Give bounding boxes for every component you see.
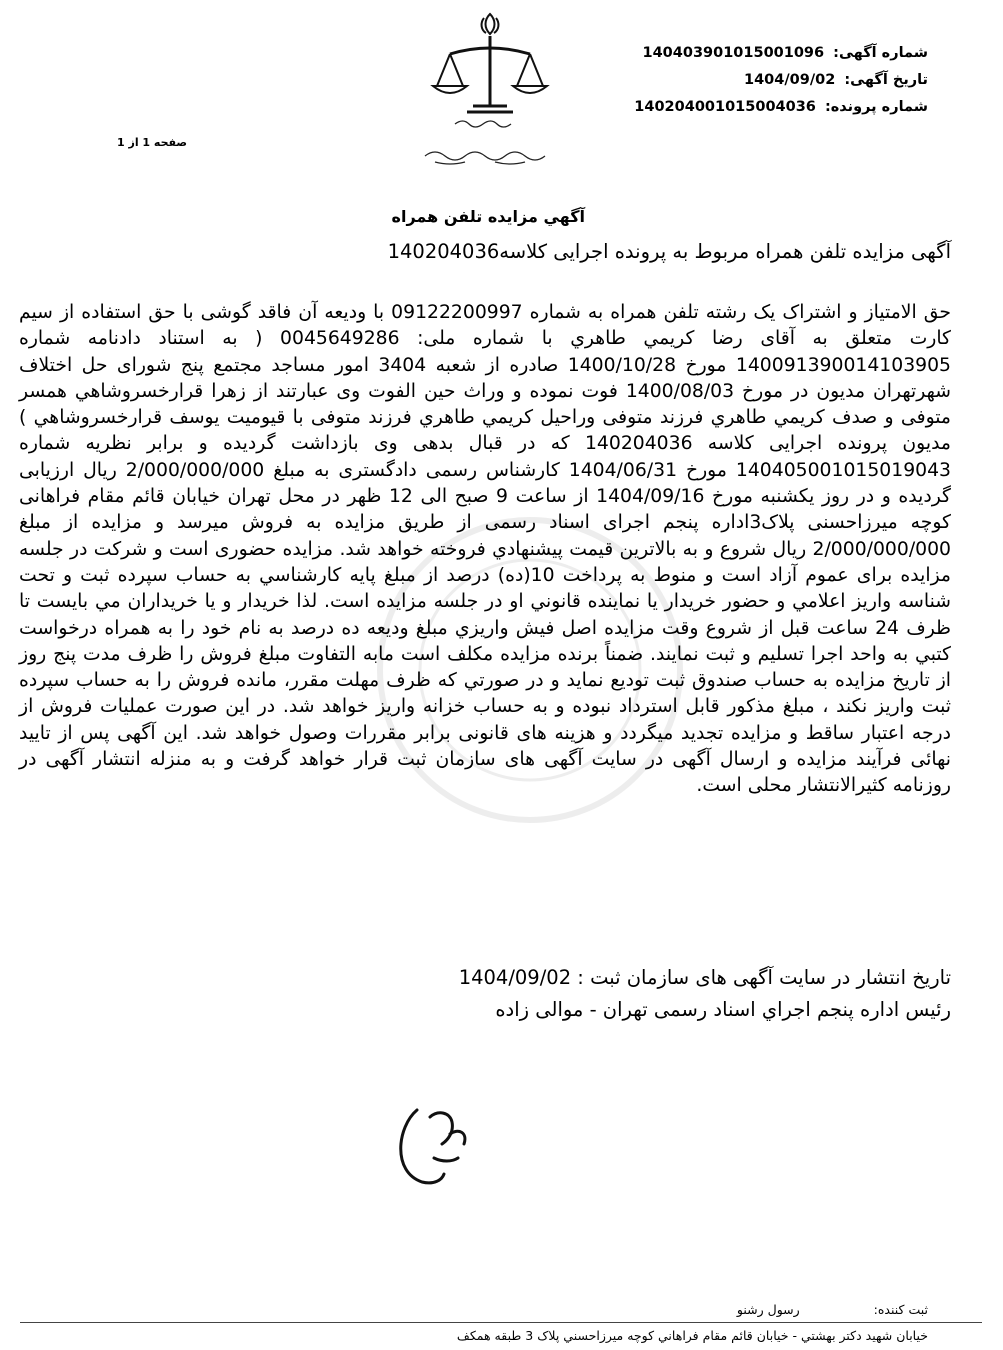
registrar-line <box>628 1302 928 1317</box>
ad-number-row <box>598 40 928 67</box>
registrar-label: ثبت کننده: <box>873 1302 928 1317</box>
notice-title: آگهي مزايده تلفن همراه <box>391 207 585 226</box>
notice-subtitle: آگهی مزایده تلفن همراه مربوط به پرونده اجرایی کلاسه140204036 <box>387 240 951 263</box>
ad-date-label: تاریخ آگهی: <box>844 72 928 88</box>
registrar-name: رسول رشنو <box>736 1302 800 1317</box>
case-number-row <box>598 94 928 121</box>
publish-date-line: تاریخ انتشار در سایت آگهی های سازمان ثبت : 1404/09/02 <box>458 966 951 989</box>
notice-metadata <box>598 40 928 121</box>
signature-mark <box>372 1062 487 1202</box>
office-address: خيابان شهيد دکتر بهشتي - خيابان قائم مقام فراهاني کوچه ميرزاحسني پلاک 3 طبقه همکف <box>456 1328 928 1343</box>
page-indicator: صفحه 1 از 1 <box>117 136 188 149</box>
case-number: 140204001015004036 <box>634 99 816 115</box>
ad-date-row <box>598 67 928 94</box>
ad-number-label: شماره آگهی: <box>833 45 928 61</box>
notice-body: حق الامتیاز و اشتراک یک رشته تلفن همراه به شماره 09122200997 با ودیعه آن فاقد گوشی با حق استفاده از سیم کارت متعلق به آقای رضا کريمي طاهري با شماره ملی: 0045649286 ( به استناد دادنامه شماره 140091390014103905 مورخ 1400/10/28 صادره از شعبه 3404 امور مساجد مجتمع پنج شورای حل اختلاف شهرتهران مدیون در مورخ 1400/08/03 فوت نموده و وراث حین الفوت وی عبارتند از زهرا قرارخسروشاهي همسر متوفی و صدف کريمي طاهري فرزند متوفی وراحیل کريمي طاهري فرزند متوفی با قیومیت یوسف قرارخسروشاهي ) مدیون پرونده اجرایی کلاسه 140204036 که در قبال بدهی وی بازداشت گردیده و برابر نظریه شماره 140405001015019043 مورخ 1404/06/31 کارشناس رسمی دادگستری به مبلغ 2/000/000/000 ریال ارزیابی گردیده و در روز یکشنبه مورخ 1404/09/16 از ساعت 9 صبح الی 12 ظهر در محل تهران خیابان قائم مقام فراهانی کوچه میرزاحسنی پلاک3اداره پنجم اجرای اسناد رسمی از طریق مزایده به فروش میرسد و مزایده از مبلغ 2/000/000/000 ریال شروع و به بالاترين قيمت پيشنهادي فروخته خواهد شد. مزايده حضوری است و شرکت در جلسه مزايده برای عموم آزاد است و منوط به پرداخت 10(ده) درصد از مبلغ پايه کارشناسي به حساب سپرده ثبت و تحت شناسه واريز اعلامي و حضور خريدار يا نماينده قانوني او در جلسه مزايده است. لذا خريدار و يا خريداران مي بايست تا ظرف 24 ساعت قبل از شروع وقت مزايده اصل فيش واريزي مبلغ وديعه ده درصد به نام خود را به همراه درخواست کتبي به واحد اجرا تسليم و ثبت نمايند. ضمناً برنده مزايده مکلف است مابه التفاوت مبلغ فروش را ظرف مدت پنج روز از تاريخ مزايده به حساب صندوق ثبت توديع نمايد و در صورتي که ظرف مهلت مقرر، مانده فروش را به حساب سپرده ثبت واريز نکند ، مبلغ مذکور قابل استرداد نبوده و به حساب خزانه واريز خواهد شد. در اين صورت عمليات فروش از درجه اعتبار ساقط و مزايده تجديد ميگردد و هزینه های قانونی برابر مقررات وصول خواهد شد. این آگهی پس از تایید نهائی فرآیند مزایده و ارسال آگهی در سایت آگهی های سازمان ثبت قرار خواهد گرفت و به منزله انتشار آگهی در روزنامه کثیرالانتشار محلی است. <box>19 302 952 797</box>
footer-divider <box>20 1322 982 1323</box>
case-number-label: شماره پرونده: <box>824 99 928 115</box>
department-head-line: رئیس اداره پنجم اجراي اسناد رسمی تهران - موالی زاده <box>495 998 951 1021</box>
publication-block <box>251 962 951 1026</box>
ad-number: 140403901015001096 <box>642 45 825 61</box>
judiciary-emblem-logo <box>405 6 575 171</box>
ad-date: 1404/09/02 <box>744 72 836 88</box>
